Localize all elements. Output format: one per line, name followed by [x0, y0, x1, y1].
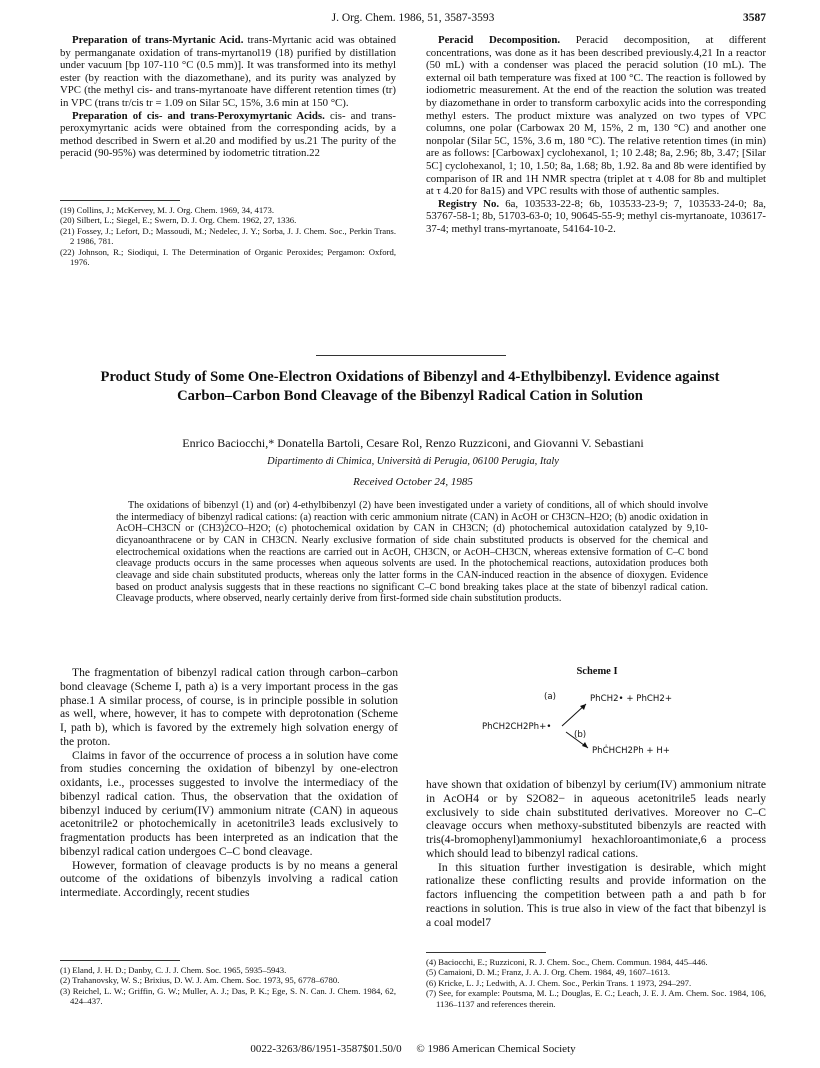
- footnote: (21) Fossey, J.; Lefort, D.; Massoudi, M.; Nedelec, J. Y.; Sorba, J. J. Chem. Soc., Perkin Trans. 2 1986, 781.: [60, 225, 396, 247]
- footnote-rule: [60, 960, 180, 961]
- footnote: (6) Kricke, L. J.; Ledwith, A. J. Chem. Soc., Perkin Trans. 1 1973, 294–297.: [426, 977, 692, 988]
- paragraph: In this situation further investigation is desirable, which might rationalize these conflicting results and provide information on the factors influencing the competition between path a and path b for reactions in solution. This is true also in view of the fact that bibenzyl is a coal model7: [426, 860, 766, 929]
- paragraph-heading: Preparation of trans-Myrtanic Acid.: [72, 34, 244, 46]
- scheme-reactant: PhCH2CH2Ph+•: [482, 722, 552, 732]
- footnote: (1) Eland, J. H. D.; Danby, C. J. J. Chem. Soc. 1965, 5935–5943.: [60, 965, 287, 975]
- scheme-diagram: [482, 680, 742, 766]
- paragraph: have shown that oxidation of bibenzyl by cerium(IV) ammonium nitrate in AcOH4 or by S2O82− in aqueous acetonitrile5 leads nearly exclusively to side chain substituted derivatives. Moreover no C–C cleavage occurs when methoxy-substituted bibenzyls are reacted with tris(4-bromophenyl)ammoniumyl hexachloroantimoniate,6 a process which should lead to bibenzyl radical cations.: [426, 778, 766, 860]
- paragraph-heading: Peracid Decomposition.: [438, 34, 561, 46]
- page-footer: [60, 1043, 766, 1055]
- received-date: Received October 24, 1985: [353, 476, 473, 488]
- article-separator: [316, 355, 506, 356]
- paragraph: The fragmentation of bibenzyl radical cation through carbon–carbon bond cleavage (Scheme I, path a) is a very important process in the gas phase.1 A similar process, of course, is in principle possible in solution as well, where, however, it has to compete with deprotonation (Scheme I, path b), which is favored by the extremely high solvation energy of the proton.: [60, 666, 398, 748]
- paragraph: However, formation of cleavage products is by no means a general outcome of the oxidations of bibenzyls involving a radical cation intermediate. Accordingly, recent studies: [60, 858, 398, 899]
- path-b-product: PhĊHCH2Ph + H+: [592, 746, 670, 756]
- article-affiliation: Dipartimento di Chimica, Università di Perugia, 06100 Perugia, Italy: [267, 456, 559, 467]
- footnote: (19) Collins, J.; McKervey, M. J. Org. Chem. 1969, 34, 4173.: [60, 205, 275, 215]
- path-b-label: (b): [574, 730, 587, 740]
- paragraph-text: trans-Myrtanic acid was obtained by permanganate oxidation of trans-myrtanol19 (18) purified by distillation under vacuum [bp 107-110 °C (0.5 mm)]. It was transformed into its methyl ester (by reaction with the diazomethane), and its purity was analyzed by VPC (the methyl cis- and trans-myrtanoate have different retention times (tr) in VPC (trans tr/cis tr = 1.09 on Silar 5C, 15%, 3.6 min at 150 °C).: [60, 34, 396, 109]
- footnote: (7) See, for example: Poutsma, M. L.; Douglas, E. C.; Leach, J. E. J. Am. Chem. Soc. 1984, 106, 1136–1137 and references therein.: [426, 988, 766, 1009]
- body-left-column: [60, 666, 398, 900]
- footnote-rule: [60, 200, 180, 201]
- paragraph-text: 6a, 103533-22-8; 6b, 103533-23-9; 7, 103533-24-0; 8a, 53767-58-1; 8b, 51703-63-0; 10, 90645-55-9; methyl cis-myrtanoate, 103617-37-4; methyl trans-myrtanoate, 54164-10-2.: [426, 197, 766, 235]
- footnote-rule: [426, 952, 546, 953]
- right-top-column: [426, 34, 766, 236]
- path-b-arrowhead: [582, 742, 588, 748]
- journal-citation: J. Org. Chem. 1986, 51, 3587-3593: [331, 12, 495, 24]
- left-top-column: [60, 34, 396, 160]
- paragraph-text: cis- and trans-peroxymyrtanic acids were obtained from the corresponding acids, by a method described in Swern et al.20 and modified by us.21 The purity of the peracid (90-95%) was determined by iodometric titration.22: [60, 109, 396, 160]
- footnote: (3) Reichel, L. W.; Griffin, G. W.; Muller, A. J.; Das, P. K.; Ege, S. N. Can. J. Chem. 1984, 62, 424–437.: [60, 985, 396, 1007]
- footnote: (22) Johnson, R.; Siodiqui, I. The Determination of Organic Peroxides; Pergamon: Oxford, 1976.: [60, 246, 396, 268]
- paragraph-heading: Preparation of cis- and trans-Peroxymyrtanic Acids.: [72, 109, 325, 122]
- body-right-column: [426, 778, 766, 929]
- footnotes-top-left: [60, 205, 396, 267]
- paragraph-heading: Registry No.: [438, 197, 500, 210]
- paragraph: Claims in favor of the occurrence of process a in solution have come from studies concerning the oxidation of bibenzyl by one-electron oxidants, i.e., processes suggested to involve the intermediacy of the bibenzyl radical cation. Thus, the observation that the oxidation of bibenzyl induced by cerium(IV) ammonium nitrate (CAN) in aqueous acetonitrile2 or photochemically in acetonitrile3 leads exclusively to fragmentation products has been interpreted as an indication that the bibenzyl radical cation undergoes C–C bond cleavage.: [60, 748, 398, 858]
- copyright: © 1986 American Chemical Society: [416, 1043, 576, 1055]
- footnote: (5) Camaioni, D. M.; Franz, J. A. J. Org. Chem. 1984, 49, 1607–1613.: [426, 967, 671, 978]
- abstract: The oxidations of bibenzyl (1) and (or) 4-ethylbibenzyl (2) have been investigated under a variety of conditions, all of which should involve the intermediacy of bibenzyl radical cations: (a) reaction with ceric ammonium nitrate (CAN) in AcOH or CH3CN–H2O; (b) anodic oxidation in AcOH–CH3CN or (CH3)2CO–H2O; (c) photochemical oxidation by CAN in CH3CN; (d) photochemical autoxidation catalyzed by 9,10-dicyanoanthracene or by CAN in CH3CN. Nearly exclusive formation of side chain substituted products is observed for the chemical and electrochemical oxidations when the reactions are carried out in AcOH, CH3CN, or AcOH–CH3CN, whereas extensive formation of C–C bond cleavage products occurs in the same processes when aqueous solvents are used. In the photochemical reactions, autoxidation produces both cleavage and side chain substituted products, whereas only the latter forms in the CAN-induced reaction in the absence of dioxygen. Evidence based on product analysis suggests that in these reactions no significant C–C bond breaking takes place at the state of bibenzyl radical cation. Cleavage products, where observed, nearly certainly derive from first-formed side chain substitution products.: [116, 500, 708, 605]
- scheme-title: Scheme I: [576, 666, 618, 677]
- footnote: (4) Baciocchi, E.; Ruzziconi, R. J. Chem. Soc., Chem. Commun. 1984, 445–446.: [426, 957, 708, 967]
- article-authors: Enrico Baciocchi,* Donatella Bartoli, Cesare Rol, Renzo Ruzziconi, and Giovanni V. Sebastiani: [182, 436, 644, 450]
- paragraph: [426, 34, 766, 198]
- paragraph-text: Peracid decomposition, at different concentrations, was done as it has been described previously.4,21 In a reactor (50 mL) with a condenser was placed the peracid solution (10 mL). The external oil bath temperature was fixed at 100 °C. The reaction is followed by iodiometric measurement. At the end of the reaction the solution was treated by diazomethane in order to transform carboxylic acids into the corresponding methyl esters. The product mixture was analyzed on two types of VPC columns, one polar (Carbowax 20 M, 15%, 2 m, 130 °C) and another one nonpolar (Silar 5C, 15%, 3.6 m, 180 °C). The relative retention times (in min) are as follows: [Carbowax] cyclohexanol, 1; 10 2.48; 8a, 2.96; 8b, 3.47; [Silar 5C] cyclohexanol, 1; 10, 1.50; 8a, 1.68; 8b, 1.92. 8a and 8b were identified by comparison of IR and 1H NMR spectra (triplet at τ 4.08 for 8b and multiplet at τ 4.20 for 8a15) and VPC results with those of authentic samples.: [426, 34, 766, 198]
- article-code: 0022-3263/86/1951-3587$01.50/0: [250, 1043, 402, 1055]
- running-header: [60, 12, 766, 28]
- footnotes-right: [426, 957, 766, 1009]
- footnotes-left: [60, 965, 396, 1007]
- path-a-label: (a): [544, 692, 556, 702]
- footnote: (2) Trahanovsky, W. S.; Brixius, D. W. J. Am. Chem. Soc. 1973, 95, 6778–6780.: [60, 975, 340, 986]
- footnote: (20) Silbert, L.; Siegel, E.; Swern, D. J. Org. Chem. 1962, 27, 1336.: [60, 215, 297, 226]
- paragraph: [426, 198, 766, 236]
- path-a-product: PhCH2• + PhCH2+: [590, 694, 673, 704]
- page-number: 3587: [743, 12, 766, 24]
- paragraph: [60, 110, 396, 160]
- article-title: Product Study of Some One-Electron Oxidations of Bibenzyl and 4-Ethylbibenzyl. Evidence against Carbon–Carbon Bond Cleavage of the Bibenzyl Radical Cation in Solution: [100, 369, 720, 404]
- paragraph: [60, 34, 396, 110]
